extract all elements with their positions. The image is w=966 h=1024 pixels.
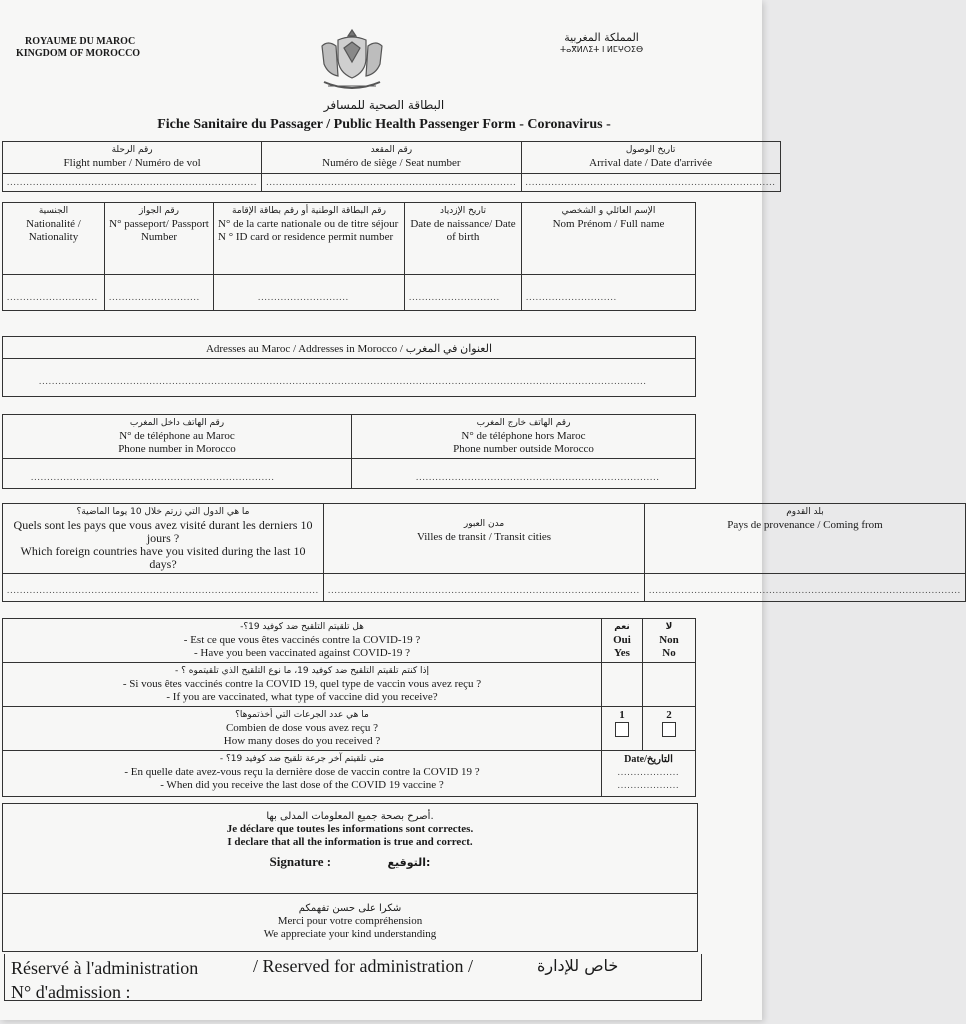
address-table — [2, 336, 696, 397]
dob-field[interactable]: ............................ — [405, 275, 522, 311]
phone-morocco-field[interactable]: ........................................................................... — [3, 459, 352, 489]
no-option[interactable]: لا Non No — [643, 619, 696, 663]
flight-number-field[interactable]: ............................................................................. — [3, 174, 262, 192]
declaration-cell: أصرح بصحة جميع المعلومات المدلى بها. Je déclare que toutes les informations sont correctes. I declare that all the information is true and correct. Signature : التوقيع: — [3, 804, 698, 894]
dob-header: تاريخ الإزدياد Date de naissance/ Date of birth — [405, 203, 522, 275]
passport-header: رقم الجواز N° passeport/ Passport Number — [105, 203, 214, 275]
form-title-ar: البطاقة الصحية للمسافر — [323, 98, 445, 112]
header-tifinagh: ⵜⴰⴳⵍⴷⵉⵜ ⵏ ⵍⵎⵖⵔⵉⴱ — [560, 45, 644, 54]
kingdom-header-left — [16, 36, 140, 60]
admin-fr: Réservé à l'administration — [11, 958, 199, 978]
dose-2-option[interactable]: 2 — [643, 707, 696, 751]
header-fr: ROYAUME DU MAROC — [25, 36, 136, 47]
kingdom-header-right — [560, 32, 643, 56]
full-name-header: الإسم العائلي و الشخصي Nom Prénom / Full name — [522, 203, 696, 275]
visited-countries-header: ما هي الدول التي زرتم خلال 10 يوما الماضية؟ Quels sont les pays que vous avez visité durant les derniers 10 jours ? Which foreign countries have you visited during the last 10 days? — [3, 504, 324, 574]
vaccine-type-question: - إذا كنتم تلقيتم التلقيح ضد كوفيد 19، ما نوع التلقيح الذي تلقيتموه ؟ - Si vous êtes vaccinés contre la COVID 19, quel type de vaccin vous avez reçu ? - If you are vaccinated, what type of vaccine did you receive? — [3, 663, 602, 707]
nationality-field[interactable]: ............................ — [3, 275, 105, 311]
header-ar: المملكة المغربية — [564, 31, 639, 44]
arrival-date-field[interactable]: ............................................................................. — [521, 174, 780, 192]
coming-from-field[interactable]: ................................................................................................ — [645, 574, 966, 602]
last-dose-question: - متى تلقيتم آخر جرعة تلقيح ضد كوفيد 19؟ - En quelle date avez-vous reçu la dernière dose de vaccin contre la COVID 19 ? - When did you receive the last dose of the COVID 19 vaccine ? — [3, 751, 602, 797]
phone-table — [2, 414, 696, 489]
form-title: Fiche Sanitaire du Passager / Public Health Passenger Form - Coronavirus - — [157, 117, 611, 132]
travel-table — [2, 503, 966, 602]
admin-en: / Reserved for administration / — [253, 956, 473, 976]
seat-number-field[interactable]: ............................................................................. — [262, 174, 521, 192]
visited-countries-field[interactable]: ................................................................................................ — [3, 574, 324, 602]
flight-number-header: رقم الرحلة Flight number / Numéro de vol — [3, 142, 262, 174]
dose-2-checkbox[interactable] — [662, 722, 676, 737]
admin-box — [4, 954, 702, 1001]
dose-1-checkbox[interactable] — [615, 722, 629, 737]
flight-table — [2, 141, 781, 192]
transit-cities-header: مدن العبور Villes de transit / Transit cities — [324, 504, 645, 574]
doses-question: ما هي عدد الجرعات التي أخذتموها؟ Combien de dose vous avez reçu ? How many doses do you received ? — [3, 707, 602, 751]
address-field[interactable]: ........................................................................................................................................................................................... — [3, 359, 696, 397]
vaccinated-question: -هل تلقيتم التلقيح ضد كوفيد 19؟ - Est ce que vous êtes vaccinés contre la COVID-19 ? - Have you been vaccinated against COVID-19 ? — [3, 619, 602, 663]
vaccine-type-field-a[interactable] — [602, 663, 643, 707]
id-card-header: رقم البطاقة الوطنية أو رقم بطاقة الإقامة N° de la carte nationale ou de titre séjour N ° ID card or residence permit number — [214, 203, 405, 275]
yes-option[interactable]: نعم Oui Yes — [602, 619, 643, 663]
passport-field[interactable]: ............................ — [105, 275, 214, 311]
last-dose-date-field[interactable]: Date/التاريخ ................... ................... — [602, 751, 696, 797]
identity-table — [2, 202, 696, 311]
header-en: KINGDOM OF MOROCCO — [16, 48, 141, 59]
declaration-table — [2, 803, 698, 952]
thanks-cell: شكرا على حسن تفهمكم Merci pour votre compréhension We appreciate your kind understanding — [3, 894, 698, 952]
arrival-date-header: تاريخ الوصول Arrival date / Date d'arrivée — [521, 142, 780, 174]
vaccine-type-field-b[interactable] — [643, 663, 696, 707]
phone-abroad-field[interactable]: ........................................................................... — [352, 459, 696, 489]
nationality-header: الجنسية Nationalité / Nationality — [3, 203, 105, 275]
full-name-field[interactable]: ............................ — [522, 275, 696, 311]
seat-number-header: رقم المقعد Numéro de siège / Seat number — [262, 142, 521, 174]
transit-cities-field[interactable]: ................................................................................................ — [324, 574, 645, 602]
phone-morocco-header: رقم الهاتف داخل المغرب N° de téléphone au Maroc Phone number in Morocco — [3, 415, 352, 459]
admission-number-label[interactable]: N° d'admission : — [11, 982, 131, 1002]
admin-ar: خاص للإدارة — [537, 956, 619, 975]
signature-line[interactable]: Signature : التوقيع: — [269, 854, 431, 869]
coat-of-arms-icon — [316, 26, 388, 92]
coming-from-header: بلد القدوم Pays de provenance / Coming from — [645, 504, 966, 574]
phone-abroad-header: رقم الهاتف خارج المغرب N° de téléphone hors Maroc Phone number outside Morocco — [352, 415, 696, 459]
address-header: Adresses au Maroc / Addresses in Morocco / العنوان في المغرب — [3, 337, 696, 359]
dose-1-option[interactable]: 1 — [602, 707, 643, 751]
vaccine-table — [2, 618, 696, 797]
id-card-field[interactable]: ............................ — [214, 275, 405, 311]
